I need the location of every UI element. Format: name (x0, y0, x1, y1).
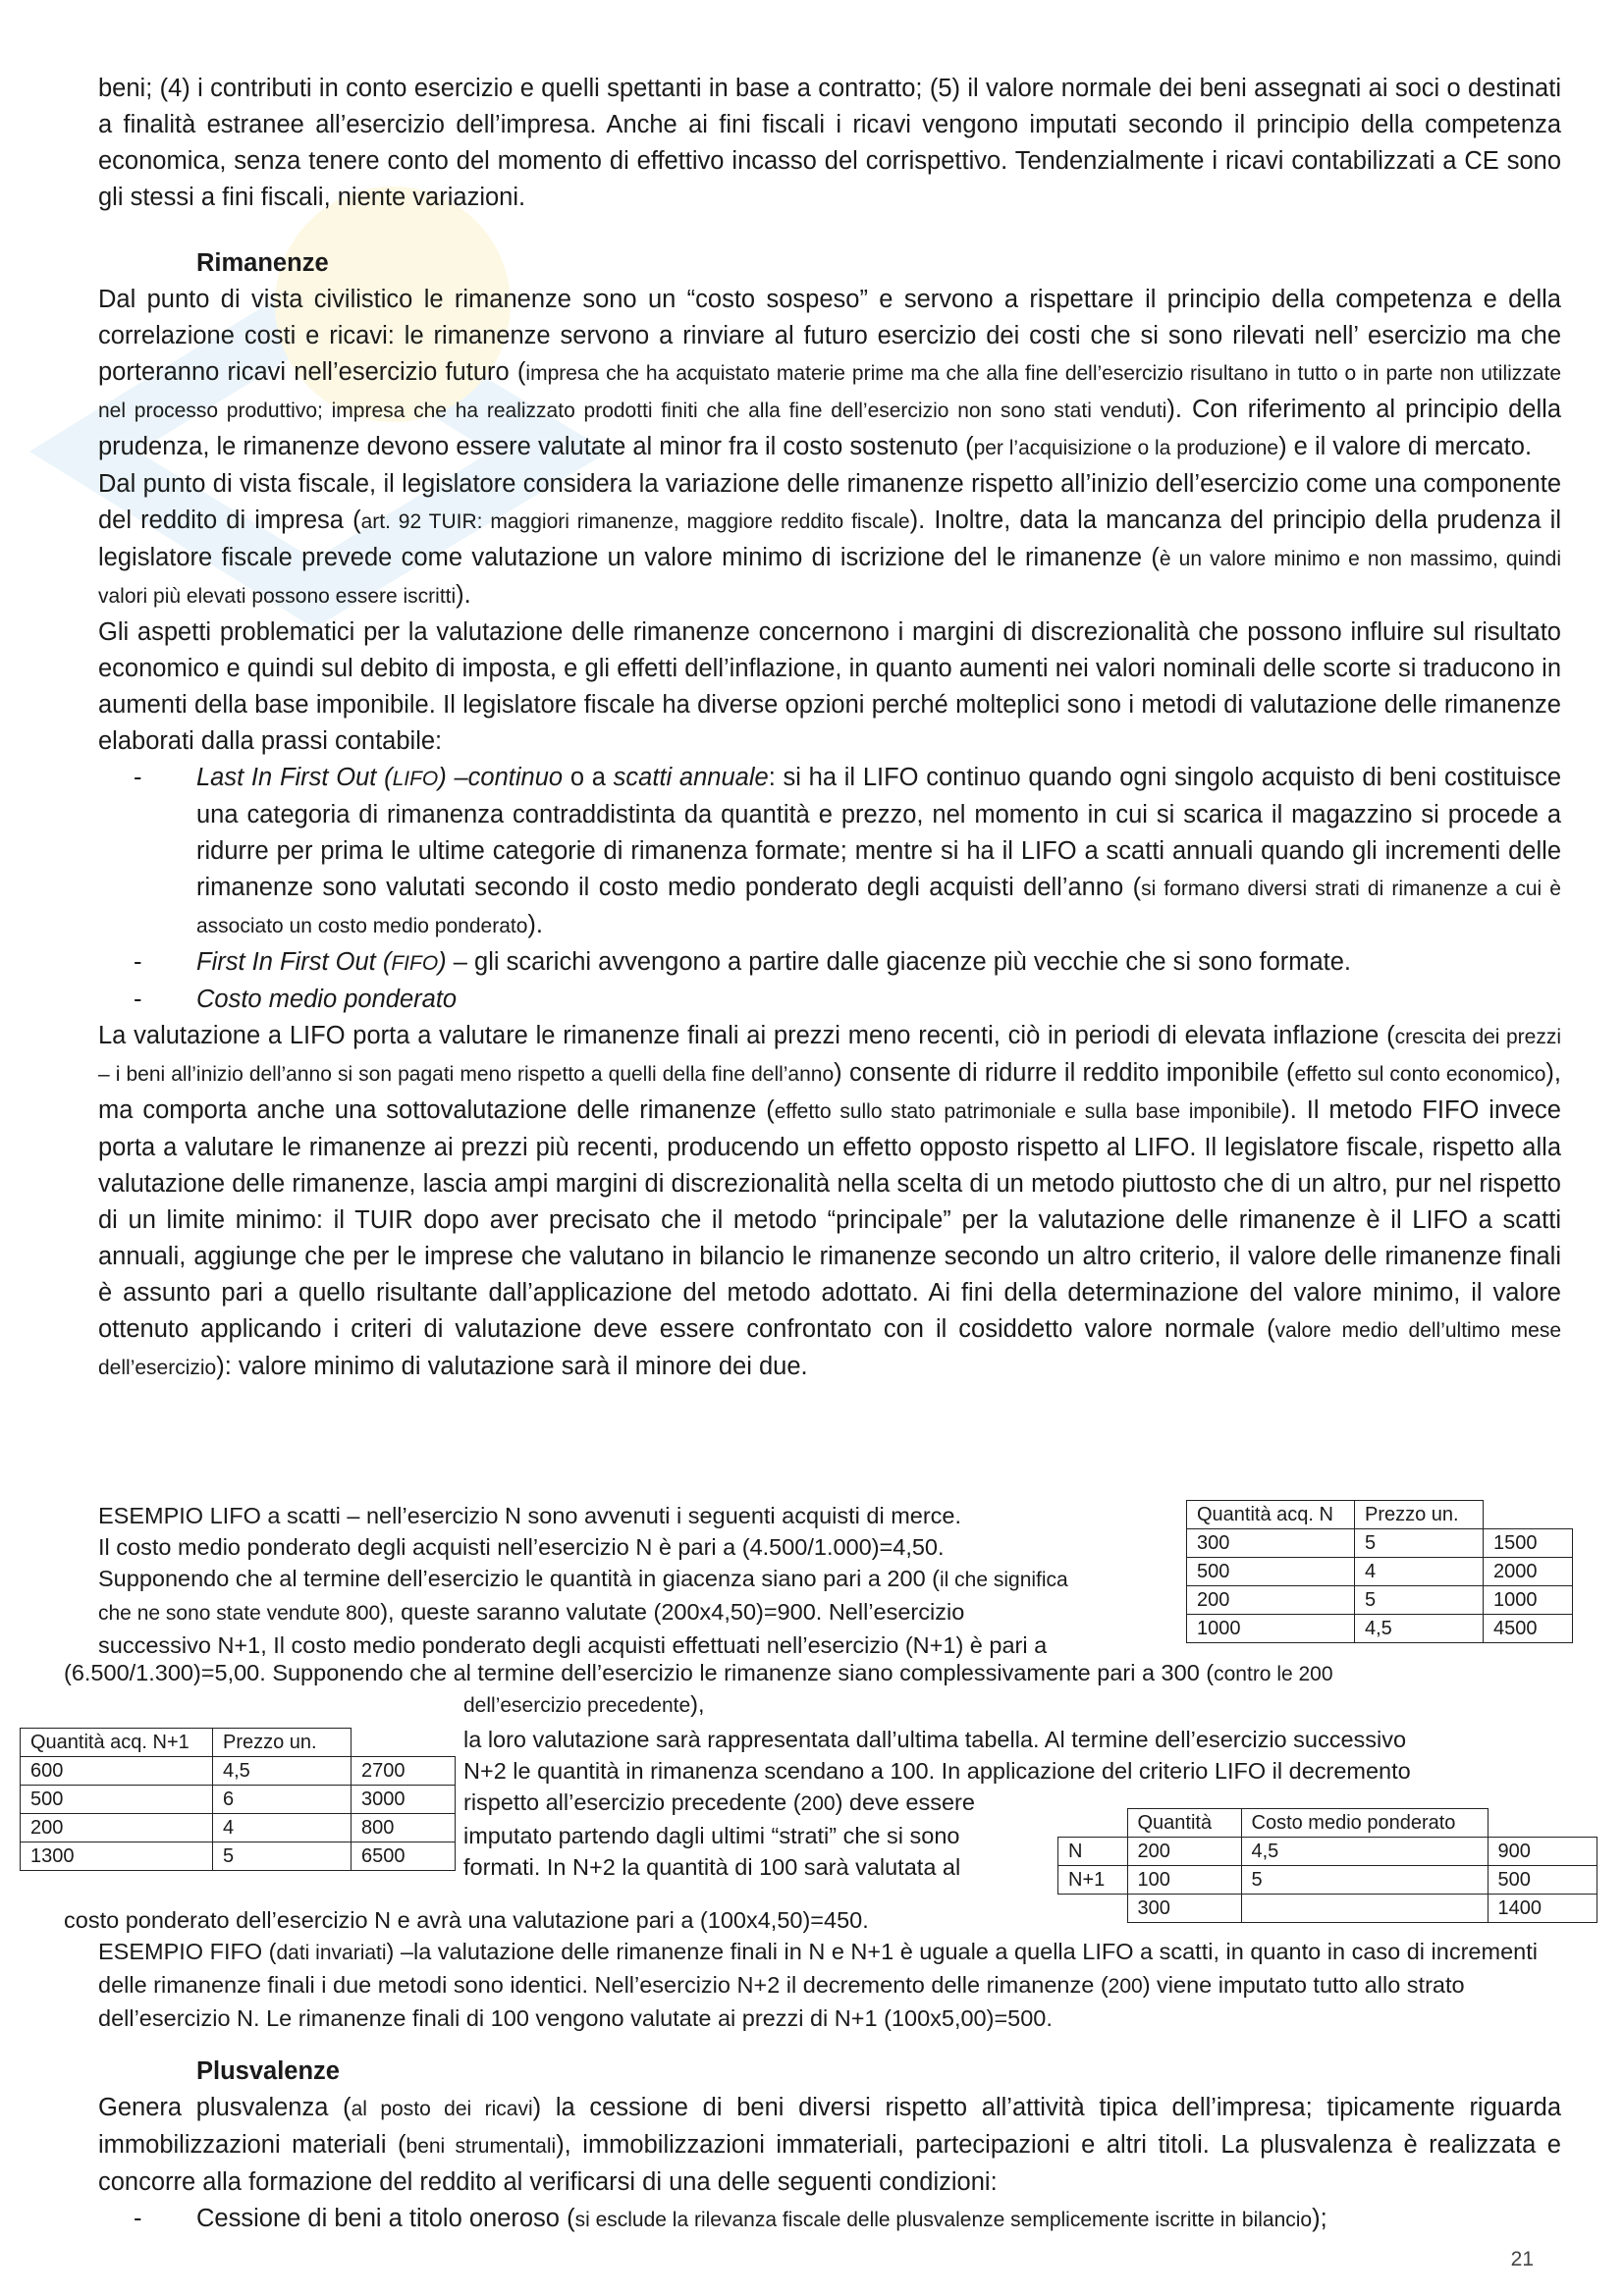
table-row (1187, 1558, 1573, 1586)
table-row (1187, 1586, 1573, 1615)
table-header-cell: Prezzo un. (1355, 1501, 1484, 1529)
table-cell: 2000 (1484, 1558, 1573, 1586)
table-cell: 800 (352, 1814, 456, 1842)
table-row (1187, 1529, 1573, 1558)
table-header-row (1187, 1501, 1573, 1529)
table-row (21, 1814, 456, 1842)
rimanenze-section (98, 245, 1561, 1386)
table-cell: 6500 (352, 1842, 456, 1871)
rimanenze-paragraph-1: Dal punto di vista civilistico le rimanenze sono un “costo sospeso” e servono a rispettare il principio della competenza e della correlazione costi e ricavi: le rimanenze servono a rinviare al futuro esercizio dei costi che si sono rilevati nell’ esercizio ma che porteranno ricavi nell’esercizio futuro (impresa che ha acquistato materie prime ma che alla fine dell’esercizio risultano in tutto o in parte non utilizzate nel processo produttivo; impresa che ha realizzato prodotti finiti che alla fine dell’esercizio non sono stati venduti). Con riferimento al principio della prudenza, le rimanenze devono essere valutate al minor fra il costo sostenuto (per l’acquisizione o la produzione) e il valore di mercato. (98, 286, 1562, 460)
esempio-line: rispetto all’esercizio precedente (200) deve essere (463, 1789, 975, 1815)
table-cell: 500 (1488, 1866, 1597, 1895)
table-cell: 200 (21, 1814, 213, 1842)
table-row (1187, 1615, 1573, 1643)
table-cell: 4,5 (1241, 1838, 1488, 1866)
esempio-line: successivo N+1, Il costo medio ponderato degli acquisti effettuati nell’esercizio (N+1) è pari a (98, 1632, 1048, 1658)
table-cell: N (1058, 1838, 1128, 1866)
table-cell: 1400 (1488, 1895, 1597, 1923)
table-cell: 1300 (21, 1842, 213, 1871)
rimanenze-paragraph-4: La valutazione a LIFO porta a valutare le rimanenze finali ai prezzi meno recenti, ciò in periodi di elevata inflazione (crescita dei prezzi – i beni all’inizio dell’anno si son pagati meno rispetto a quelli della fine dell’anno) consente di ridurre il reddito imponibile (effetto sul conto economico), ma comporta anche una sottovalutazione delle rimanenze (effetto sullo stato patrimoniale e sulla base imponibile). Il metodo FIFO invece porta a valutare le rimanenze ai prezzi più recenti, producendo un effetto opposto rispetto al LIFO. Il legislatore fiscale, rispetto alla valutazione delle rimanenze, lascia ampi margini di discrezionalità nella scelta di un metodo piuttosto che di un altro, pur nel rispetto di un limite minimo: il TUIR dopo aver precisato che il metodo “principale” per la valutazione delle rimanenze è il LIFO a scatti annuali, aggiunge che per le imprese che valutano in bilancio le rimanenze secondo un altro criterio, il valore delle rimanenze finali è assunto pari a quello risultante dall’applicazione del metodo adottato. Ai fini della determinazione del valore minimo, il valore ottenuto applicando i criteri di valutazione deve essere confrontato con il cosiddetto valore normale (valore medio dell’ultimo mese dell’esercizio): valore minimo di valutazione sarà il minore dei due. (98, 1022, 1562, 1380)
table-cell: 1000 (1484, 1586, 1573, 1615)
table-row (21, 1842, 456, 1871)
table-header-cell (1058, 1809, 1128, 1838)
table-row (21, 1757, 456, 1786)
table-cell: 3000 (352, 1786, 456, 1814)
table-cell: 200 (1187, 1586, 1355, 1615)
table-header-cell: Quantità (1127, 1809, 1241, 1838)
esempio-line: Il costo medio ponderato degli acquisti nell’esercizio N è pari a (4.500/1.000)=4,50. (98, 1534, 945, 1560)
esempio-fifo: ESEMPIO FIFO (dati invariati) –la valutazione delle rimanenze finali in N e N+1 è uguale a quella LIFO a scatti, in quanto in caso di incrementi delle rimanenze finali i due metodi sono identici. Nell’esercizio N+2 il decremento delle rimanenze (200) viene imputato tutto allo strato dell’esercizio N. Le rimanenze finali di 100 vengono valutate ai prezzi di N+1 (100x5,00)=500. (98, 1939, 1538, 2031)
table-cell: 1500 (1484, 1529, 1573, 1558)
esempio-line: formati. In N+2 la quantità di 100 sarà valutata al (463, 1854, 961, 1880)
table-cell (1241, 1895, 1488, 1923)
esempio-line: Supponendo che al termine dell’esercizio le quantità in giacenza siano pari a 200 (il che significa (98, 1566, 1068, 1591)
table-cell: 200 (1127, 1838, 1241, 1866)
esempio-line: (6.500/1.300)=5,00. Supponendo che al termine dell’esercizio le rimanenze siano complessivamente pari a 300 (contro le 200 (64, 1660, 1333, 1685)
table-cell: 4 (213, 1814, 352, 1842)
table-header-cell: Costo medio ponderato (1241, 1809, 1488, 1838)
table-cell (1058, 1895, 1128, 1923)
table-row (1058, 1895, 1597, 1923)
table-cell: 5 (1355, 1529, 1484, 1558)
table-cell: 1000 (1187, 1615, 1355, 1643)
table-cell: N+1 (1058, 1866, 1128, 1895)
table-header-row (21, 1729, 456, 1757)
table-cell: 5 (1241, 1866, 1488, 1895)
table-cell: 5 (1355, 1586, 1484, 1615)
bullet-lifo: - Last In First Out (LIFO) –continuo o a scatti annuale: si ha il LIFO continuo quando ogni singolo acquisto di beni costituisce una categoria di rimanenza contraddistinta da quantità e prezzo, nel momento in cui si scarica il magazzino si procede a ridurre per prima le ultime categorie di rimanenza formate; mentre si ha il LIFO a scatti annuali quando gli incrementi delle rimanenze sono valutati secondo il costo medio ponderato degli acquisti dell’anno (si formano diversi strati di rimanenze a cui è associato un costo medio ponderato). (134, 764, 1561, 938)
esempio-lifo-block (98, 1500, 1178, 1661)
esempio-line: dell’esercizio precedente), (463, 1691, 705, 1717)
table-header-cell (352, 1729, 456, 1757)
bullet-fifo: - First In First Out (FIFO) – gli scarichi avvengono a partire dalle giacenze più vecchie che si sono formate. (134, 948, 1352, 976)
table-strati-lifo (1057, 1808, 1597, 1923)
bullet-cessione: - Cessione di beni a titolo oneroso (si esclude la rilevanza fiscale delle plusvalenze semplicemente iscritte in bilancio); (134, 2205, 1327, 2232)
table-cell: 4 (1355, 1558, 1484, 1586)
table-acquisti-n1 (20, 1728, 456, 1871)
rimanenze-paragraph-3: Gli aspetti problematici per la valutazione delle rimanenze concernono i margini di discrezionalità che possono influire sul risultato economico e quindi sul debito di imposta, e gli effetti dell’inflazione, in quanto aumenti nei valori nominali delle scorte si traducono in aumenti della base imponibile. Il legislatore fiscale ha diverse opzioni perché molteplici sono i metodi di valutazione delle rimanenze elaborati dalla prassi contabile: (98, 618, 1561, 755)
esempio-line: la loro valutazione sarà rappresentata dall’ultima tabella. Al termine dell’esercizio successivo (463, 1727, 1407, 1752)
table-header-cell (1488, 1809, 1597, 1838)
plusvalenze-paragraph: Genera plusvalenza (al posto dei ricavi) la cessione di beni diversi rispetto all’attività tipica dell’impresa; tipicamente riguarda immobilizzazioni materiali (beni strumentali), immobilizzazioni immateriali, partecipazioni e altri titoli. La plusvalenza è realizzata e concorre alla formazione del reddito al verificarsi di una delle seguenti condizioni: (98, 2094, 1561, 2196)
table-row (1058, 1866, 1597, 1895)
table-header-cell: Quantità acq. N (1187, 1501, 1355, 1529)
table-cell: 100 (1127, 1866, 1241, 1895)
table-cell: 4,5 (1355, 1615, 1484, 1643)
table-header-cell (1484, 1501, 1573, 1529)
plusvalenze-heading: Plusvalenze (196, 2057, 340, 2085)
table-cell: 500 (1187, 1558, 1355, 1586)
esempio-line: imputato partendo dagli ultimi “strati” che si sono (463, 1823, 960, 1848)
intro-section (98, 71, 1561, 216)
table-row (21, 1786, 456, 1814)
table-cell: 300 (1127, 1895, 1241, 1923)
table-row (1058, 1838, 1597, 1866)
esempio-line: costo ponderato dell’esercizio N e avrà una valutazione pari a (100x4,50)=450. (64, 1907, 869, 1933)
table-cell: 900 (1488, 1838, 1597, 1866)
table-acquisti-n (1186, 1500, 1573, 1643)
table-header-row (1058, 1809, 1597, 1838)
table-cell: 6 (213, 1786, 352, 1814)
esempio-line: N+2 le quantità in rimanenza scendano a 100. In applicazione del criterio LIFO il decremento (463, 1758, 1411, 1784)
page-number: 21 (1510, 2248, 1534, 2270)
plusvalenze-section (98, 2054, 1561, 2238)
table-cell: 5 (213, 1842, 352, 1871)
esempio-line: ESEMPIO LIFO a scatti – nell’esercizio N sono avvenuti i seguenti acquisti di merce. (98, 1503, 962, 1528)
rimanenze-heading: Rimanenze (196, 249, 329, 277)
intro-paragraph: beni; (4) i contributi in conto esercizio e quelli spettanti in base a contratto; (5) il valore normale dei beni assegnati ai soci o destinati a finalità estranee all’esercizio dell’impresa. Anche ai fini fiscali i ricavi vengono imputati secondo il principio della competenza economica, senza tenere conto del momento di effettivo incasso del corrispettivo. Tendenzialmente i ricavi contabilizzati a CE sono gli stessi a fini fiscali, niente variazioni. (98, 75, 1561, 211)
table-cell: 500 (21, 1786, 213, 1814)
bullet-costo-medio: - Costo medio ponderato (134, 986, 458, 1013)
table-cell: 2700 (352, 1757, 456, 1786)
table-cell: 4500 (1484, 1615, 1573, 1643)
rimanenze-paragraph-2: Dal punto di vista fiscale, il legislatore considera la variazione delle rimanenze rispetto all’inizio dell’esercizio come una componente del reddito di impresa (art. 92 TUIR: maggiori rimanenze, maggiore reddito fiscale). Inoltre, data la mancanza del principio della prudenza il legislatore fiscale prevede come valutazione un valore minimo di iscrizione del le rimanenze (è un valore minimo e non massimo, quindi valori più elevati possono essere iscritti). (98, 470, 1562, 609)
table-header-cell: Quantità acq. N+1 (21, 1729, 213, 1757)
table-cell: 600 (21, 1757, 213, 1786)
table-cell: 4,5 (213, 1757, 352, 1786)
table-header-cell: Prezzo un. (213, 1729, 352, 1757)
table-cell: 300 (1187, 1529, 1355, 1558)
esempio-line: che ne sono state vendute 800), queste saranno valutate (200x4,50)=900. Nell’esercizio (98, 1599, 965, 1625)
